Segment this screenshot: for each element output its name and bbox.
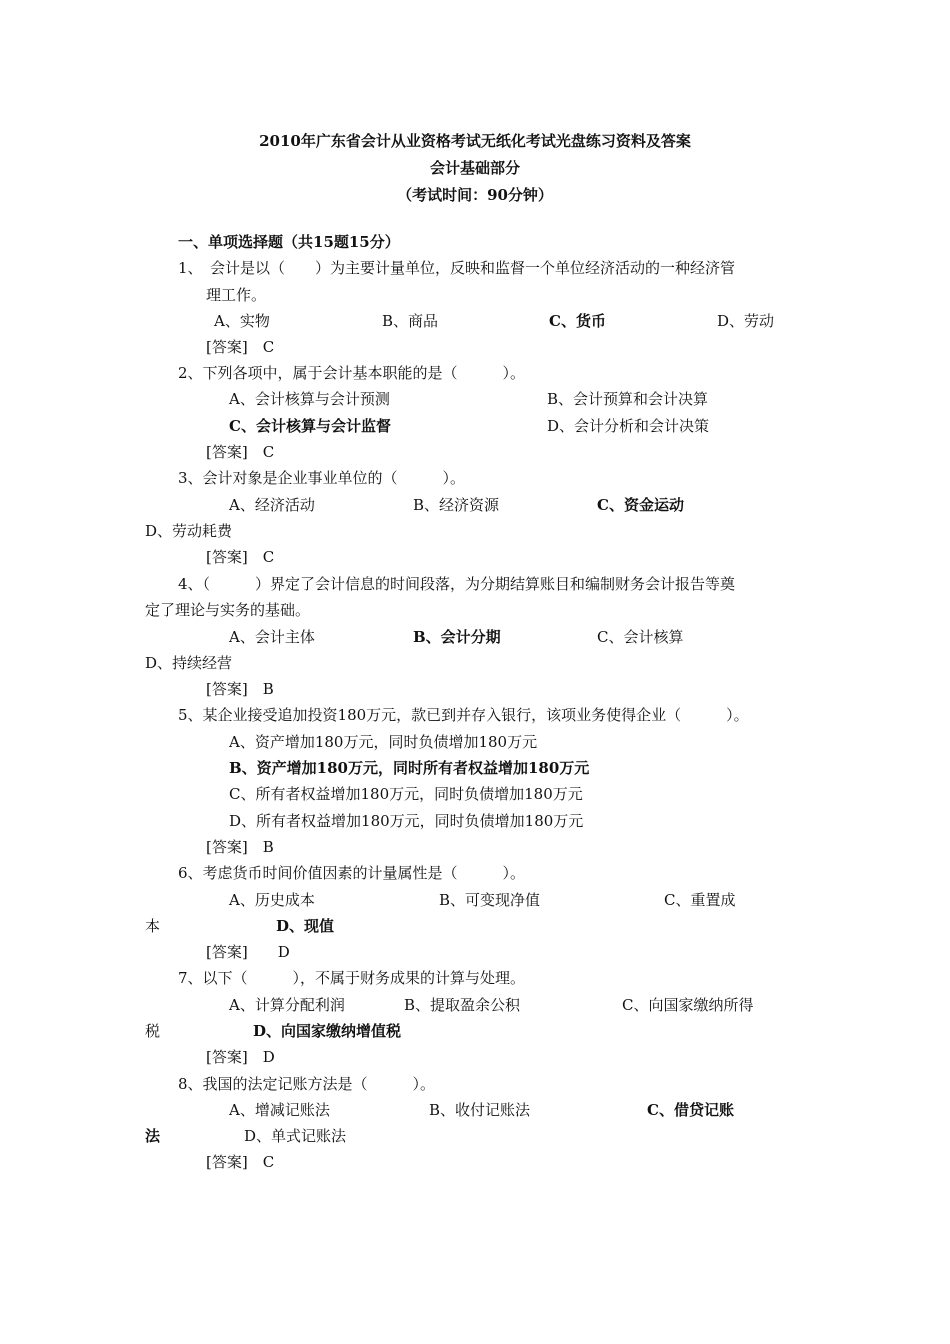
question-5-option-c: C、所有者权益增加180万元，同时负债增加180万元 — [229, 785, 583, 803]
question-1-option-d: D、劳动 — [717, 312, 775, 330]
question-6-text: 6、考虑货币时间价值因素的计量属性是（ ）。 — [178, 864, 526, 882]
question-4-option-c: C、会计核算 — [597, 628, 684, 646]
question-8-option-a: A、增减记账法 — [229, 1101, 330, 1119]
question-8-answer: [答案] C — [206, 1153, 275, 1171]
question-3-option-d: D、劳动耗费 — [145, 522, 233, 540]
question-7-option-c-cont: 税 — [145, 1022, 161, 1040]
question-2-option-b: B、会计预算和会计决算 — [547, 390, 709, 408]
question-4-text-cont: 定了理论与实务的基础。 — [145, 601, 311, 619]
question-2-text: 2、下列各项中，属于会计基本职能的是（ ）。 — [178, 364, 526, 382]
question-5-option-b: B、资产增加180万元，同时所有者权益增加180万元 — [229, 759, 590, 777]
question-6-option-c-cont: 本 — [145, 917, 161, 935]
question-8-option-c-cont: 法 — [145, 1127, 161, 1145]
question-7-text: 7、以下（ ），不属于财务成果的计算与处理。 — [178, 969, 526, 987]
question-2-option-d: D、会计分析和会计决策 — [547, 417, 710, 435]
question-4-option-a: A、会计主体 — [229, 628, 315, 646]
question-1-text-cont: 理工作。 — [206, 286, 267, 304]
question-4-answer: [答案] B — [206, 680, 274, 698]
question-7-option-b: B、提取盈余公积 — [404, 996, 521, 1014]
question-5-option-d: D、所有者权益增加180万元，同时负债增加180万元 — [229, 812, 584, 830]
question-8-option-b: B、收付记账法 — [429, 1101, 531, 1119]
question-3-option-a: A、经济活动 — [229, 496, 315, 514]
question-6-answer: [答案] D — [206, 943, 290, 961]
question-7-option-d: D、向国家缴纳增值税 — [253, 1022, 402, 1040]
question-5-answer: [答案] B — [206, 838, 274, 856]
question-2-option-a: A、会计核算与会计预测 — [229, 390, 390, 408]
question-8-option-c: C、借贷记账 — [647, 1101, 734, 1119]
question-1-option-b: B、商品 — [382, 312, 439, 330]
question-5-text: 5、某企业接受追加投资180万元，款已到并存入银行，该项业务使得企业（ ）。 — [178, 706, 749, 724]
question-4-option-d: D、持续经营 — [145, 654, 233, 672]
question-8-option-d: D、单式记账法 — [244, 1127, 347, 1145]
question-7-option-c: C、向国家缴纳所得 — [622, 996, 754, 1014]
question-6-option-c: C、重置成 — [664, 891, 736, 909]
question-1-text: 1、 会计是以（ ）为主要计量单位，反映和监督一个单位经济活动的一种经济管 — [178, 259, 736, 277]
question-2-answer: [答案] C — [206, 443, 275, 461]
question-3-answer: [答案] C — [206, 548, 275, 566]
document-subtitle: 会计基础部分 — [429, 159, 520, 177]
question-1-answer: [答案] C — [206, 338, 275, 356]
question-6-option-d: D、现值 — [276, 917, 335, 935]
question-6-option-b: B、可变现净值 — [439, 891, 541, 909]
question-1-option-a: A、实物 — [214, 312, 270, 330]
question-1-option-c: C、货币 — [549, 312, 606, 330]
question-5-option-a: A、资产增加180万元，同时负债增加180万元 — [229, 733, 538, 751]
question-3-text: 3、会计对象是企业事业单位的（ ）。 — [178, 469, 466, 487]
question-8-text: 8、我国的法定记账方法是（ ）。 — [178, 1075, 436, 1093]
question-7-option-a: A、计算分配利润 — [229, 996, 345, 1014]
document-title: 2010年广东省会计从业资格考试无纸化考试光盘练习资料及答案 — [259, 132, 691, 150]
question-7-answer: [答案] D — [206, 1048, 275, 1066]
exam-duration: （考试时间：90分钟） — [397, 186, 553, 204]
question-4-text: 4、（ ）界定了会计信息的时间段落，为分期结算账目和编制财务会计报告等奠 — [178, 575, 736, 593]
question-6-option-a: A、历史成本 — [229, 891, 315, 909]
question-3-option-b: B、经济资源 — [413, 496, 500, 514]
question-2-option-c: C、会计核算与会计监督 — [229, 417, 391, 435]
section-heading: 一、单项选择题（共15题15分） — [178, 233, 400, 251]
question-4-option-b: B、会计分期 — [413, 628, 501, 646]
question-3-option-c: C、资金运动 — [597, 496, 684, 514]
